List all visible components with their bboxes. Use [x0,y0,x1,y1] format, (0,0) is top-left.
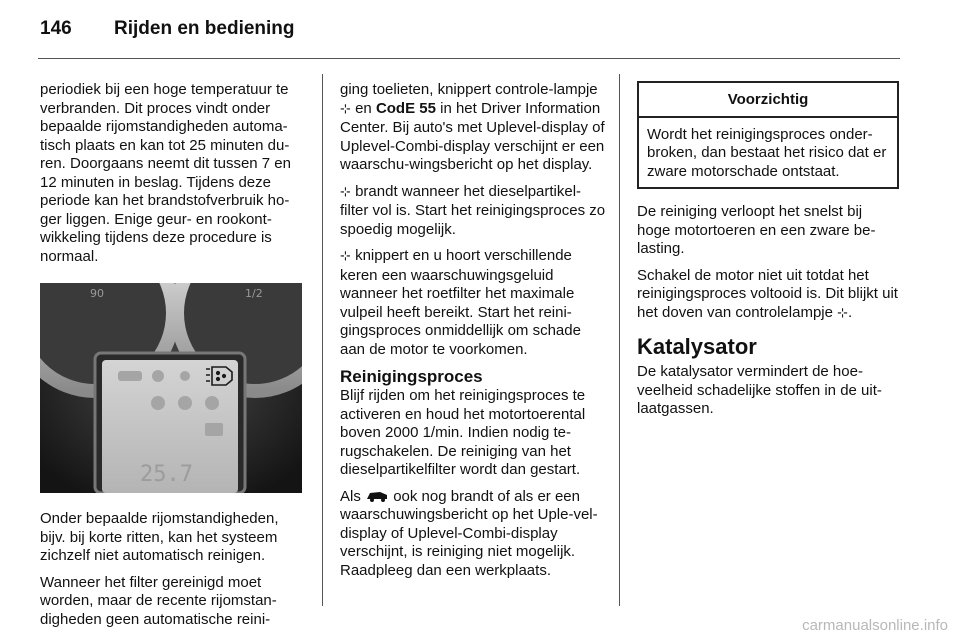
paragraph: Blijf rijden om het reinigingsproces te activeren en houd het motortoerental boven 2000 1/min. Indien nodig te-rugschakelen. De reiniging van het dieselpartikelfilter wordt dan gestart. [340,387,586,478]
warning-title: Voorzichtig [639,83,897,118]
warning-text: Wordt het reinigingsproces onder-broken, dan bestaat het risico dat er zware motorschade ontstaat. [647,125,887,180]
section-heading: Reinigingsproces [340,367,483,386]
code-label: CodE 55 [375,99,436,117]
paragraph: De reiniging verloopt het snelst bij hoge motortoeren en een zware be-lasting. [637,203,876,257]
engine-icon [365,490,389,502]
paragraph: Als ook nog brandt of als er een waarschuwingsbericht op het Uple-vel-display of Uplevel-Combi-display verschijnt, is reiniging niet mogelijk. Raadpleeg dan een werkplaats. [340,487,598,579]
paragraph: Onder bepaalde rijomstandigheden, bijv. bij korte ritten, kan het systeem zichzelf niet automatisch reinigen. [40,510,279,564]
paragraph: ging toelieten, knippert controle-lampje ⊹ en CodE 55 in het Driver Information Center. Bij auto's met Uplevel-display of Uplevel-Combi-display verschijnt er een waarschu-wingsbericht op het display. [340,81,605,173]
page-title: Rijden en bediening [114,18,295,39]
dpf-icon: ⊹ [340,184,351,200]
section-heading: Katalysator [637,334,757,359]
page-header [40,18,295,40]
right-gauge-label: 1/2 [245,287,263,300]
paragraph: Schakel de motor niet uit totdat het reinigingsproces voltooid is. Dit blijkt uit het doven van controlelampje ⊹. [637,266,898,321]
column-2 [340,81,606,588]
page-number: 146 [40,18,72,39]
display-readout: 25.7 [140,462,193,487]
dashboard-figure [40,283,302,493]
paragraph: ⊹ brandt wanneer het dieselpartikel-filter vol is. Start het reinigingsproces zo spoedig mogelijk. [340,182,606,238]
watermark: carmanualsonline.info [802,617,948,634]
warning-box [637,81,899,189]
header-rule [38,58,900,59]
column-1 [40,81,306,637]
paragraph: Wanneer het filter gereinigd moet worden, maar de recente rijomstan-digheden geen automatische reini- [40,573,277,628]
column-divider-2 [619,74,620,606]
paragraph: De katalysator vermindert de hoe-veelheid schadelijke stoffen in de uit-laatgassen. [637,363,882,417]
dpf-icon: ⊹ [837,305,849,321]
dpf-icon: ⊹ [340,249,351,264]
column-3 [637,81,899,427]
left-gauge-label: 90 [90,287,104,300]
paragraph: ⊹ knippert en u hoort verschillende keren een waarschuwingsgeluid wanneer het roetfilter het maximale vulpeil heeft bereikt. Start het reini-gingsproces onmiddellijk om schade aan de motor te voorkomen. [340,247,581,358]
column-divider-1 [322,74,323,606]
paragraph: periodiek bij een hoge temperatuur te verbranden. Dit proces vindt onder bepaalde rijomstandigheden automa-tisch plaats en kan tot 25 minuten du-ren. Doorgaans neemt dit tussen 7 en 12 minuten in beslag. Tijdens deze periode kan het brandstofverbruik ho-ger liggen. Enige geur- en rookont-wikkeling tijdens deze procedure is normaal. [40,81,291,265]
dpf-icon: ⊹ [340,101,351,117]
